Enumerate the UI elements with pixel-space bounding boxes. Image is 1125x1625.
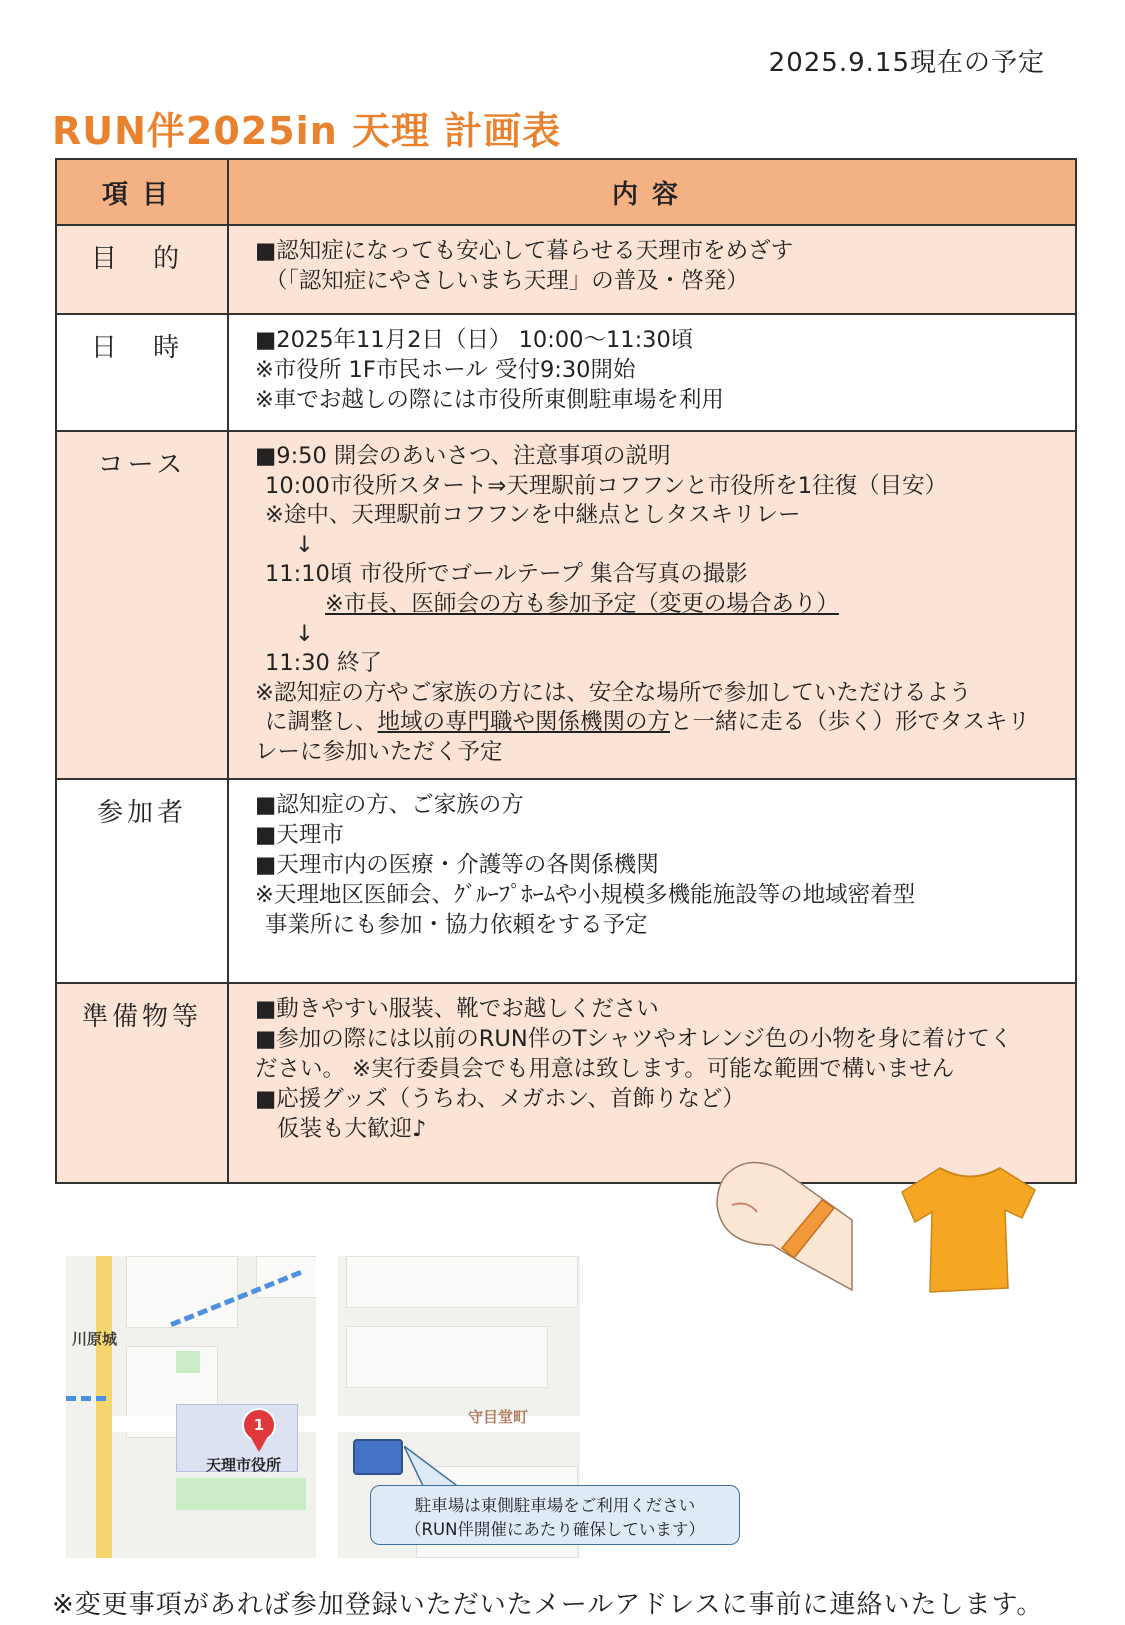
table-row-preparation [56, 983, 1076, 1183]
column-header-content: 内容 [228, 159, 1076, 225]
row-label-preparation: 準備物等 [81, 1001, 202, 1032]
schedule-date: 2025.9.15現在の予定 [768, 48, 1045, 78]
table-row-participants [56, 779, 1076, 983]
map-label-kawaharajo: 川原城 [72, 1330, 118, 1348]
content-line: 事業所にも参加・協力依頼をする予定 [265, 911, 648, 938]
row-content-purpose [229, 226, 1075, 306]
content-line: ■参加の際には以前のRUN伴のTシャツやオレンジ色の小物を身に着けてく [255, 1025, 1013, 1052]
content-line: ■天理市 [255, 821, 344, 848]
row-label-course: コース [97, 450, 187, 480]
callout-line: 駐車場は東側駐車場をご利用ください [414, 1496, 696, 1515]
down-arrow: ↓ [295, 620, 314, 647]
content-line: ■天理市内の医療・介護等の各関係機関 [255, 851, 659, 878]
content-line: ■動きやすい服装、靴でお越しください [255, 995, 659, 1022]
content-line: ※天理地区医師会、ｸﾞﾙｰﾌﾟﾎｰﾑや小規模多機能施設等の地域密着型 [255, 881, 916, 908]
table-header-row [56, 159, 1076, 225]
content-line: ※認知症の方やご家族の方には、安全な場所で参加していただけるよう [255, 679, 972, 706]
content-line: 11:30 終了 [265, 650, 382, 677]
content-fragment-underlined: 地域の専門職や関係機関の方 [377, 709, 671, 736]
location-pin-tail [251, 1438, 267, 1452]
document-title: RUN伴2025in 天理 計画表 [52, 109, 562, 153]
content-line: ■2025年11月2日（日） 10:00～11:30頃 [255, 327, 694, 353]
content-line: レーに参加いただく予定 [255, 738, 503, 765]
callout-line: （RUN伴開催にあたり確保しています） [405, 1520, 705, 1539]
content-line: ださい。 ※実行委員会でも用意は致します。可能な範囲で構いません [255, 1055, 955, 1082]
location-pin-icon: 1 [242, 1408, 276, 1442]
down-arrow: ↓ [295, 531, 314, 558]
row-content-preparation [229, 984, 1075, 1154]
column-header-item: 項目 [56, 159, 228, 225]
tshirt-illustration [900, 1160, 1040, 1299]
content-line-underlined: ※市長、医師会の方も参加予定（変更の場合あり） [325, 590, 839, 617]
table-row-course [56, 431, 1076, 779]
row-content-course [229, 432, 1075, 778]
content-line: ■認知症の方、ご家族の方 [255, 791, 524, 818]
callout-pointer [404, 1446, 464, 1490]
content-line: ※途中、天理駅前コフフンを中継点としタスキリレー [265, 502, 801, 529]
table-row-purpose [56, 225, 1076, 314]
content-line: 11:10頃 市役所でゴールテープ 集合写真の撮影 [265, 561, 748, 588]
content-line: 10:00市役所スタート⇒天理駅前コフフンと市役所を1往復（目安） [265, 472, 948, 499]
plan-table [55, 158, 1077, 1184]
row-content-participants [229, 780, 1075, 950]
row-label-datetime: 日 時 [90, 333, 194, 363]
table-row-datetime [56, 314, 1076, 431]
content-line: ■認知症になっても安心して暮らせる天理市をめざす [255, 238, 794, 264]
map-label-moridomachi: 守目堂町 [468, 1408, 529, 1426]
content-line: （「認知症にやさしいまち天理」の普及・啓発） [265, 268, 749, 294]
row-label-purpose: 目 的 [90, 244, 194, 274]
row-content-datetime [229, 315, 1075, 425]
content-line: ■9:50 開会のあいさつ、注意事項の説明 [255, 443, 671, 469]
content-fragment: と一緒に走る（歩く）形でタスキリ [670, 709, 1031, 736]
content-line: ※車でお越しの際には市役所東側駐車場を利用 [255, 387, 724, 413]
content-line: ※市役所 1F市民ホール 受付9:30開始 [255, 357, 636, 383]
parking-callout [370, 1485, 740, 1545]
footer-note: ※変更事項があれば参加登録いただいたメールアドレスに事前に連絡いたします。 [52, 1590, 1044, 1620]
content-fragment: に調整し、 [265, 709, 378, 736]
parking-area-marker [353, 1439, 403, 1475]
content-line: ■応援グッズ（うちわ、メガホン、首飾りなど） [255, 1085, 745, 1112]
content-line: 仮装も大歓迎♪ [277, 1115, 427, 1142]
map-label-cityhall: 天理市役所 [206, 1456, 282, 1474]
wristband-illustration [712, 1150, 862, 1304]
row-label-participants: 参加者 [96, 797, 187, 828]
